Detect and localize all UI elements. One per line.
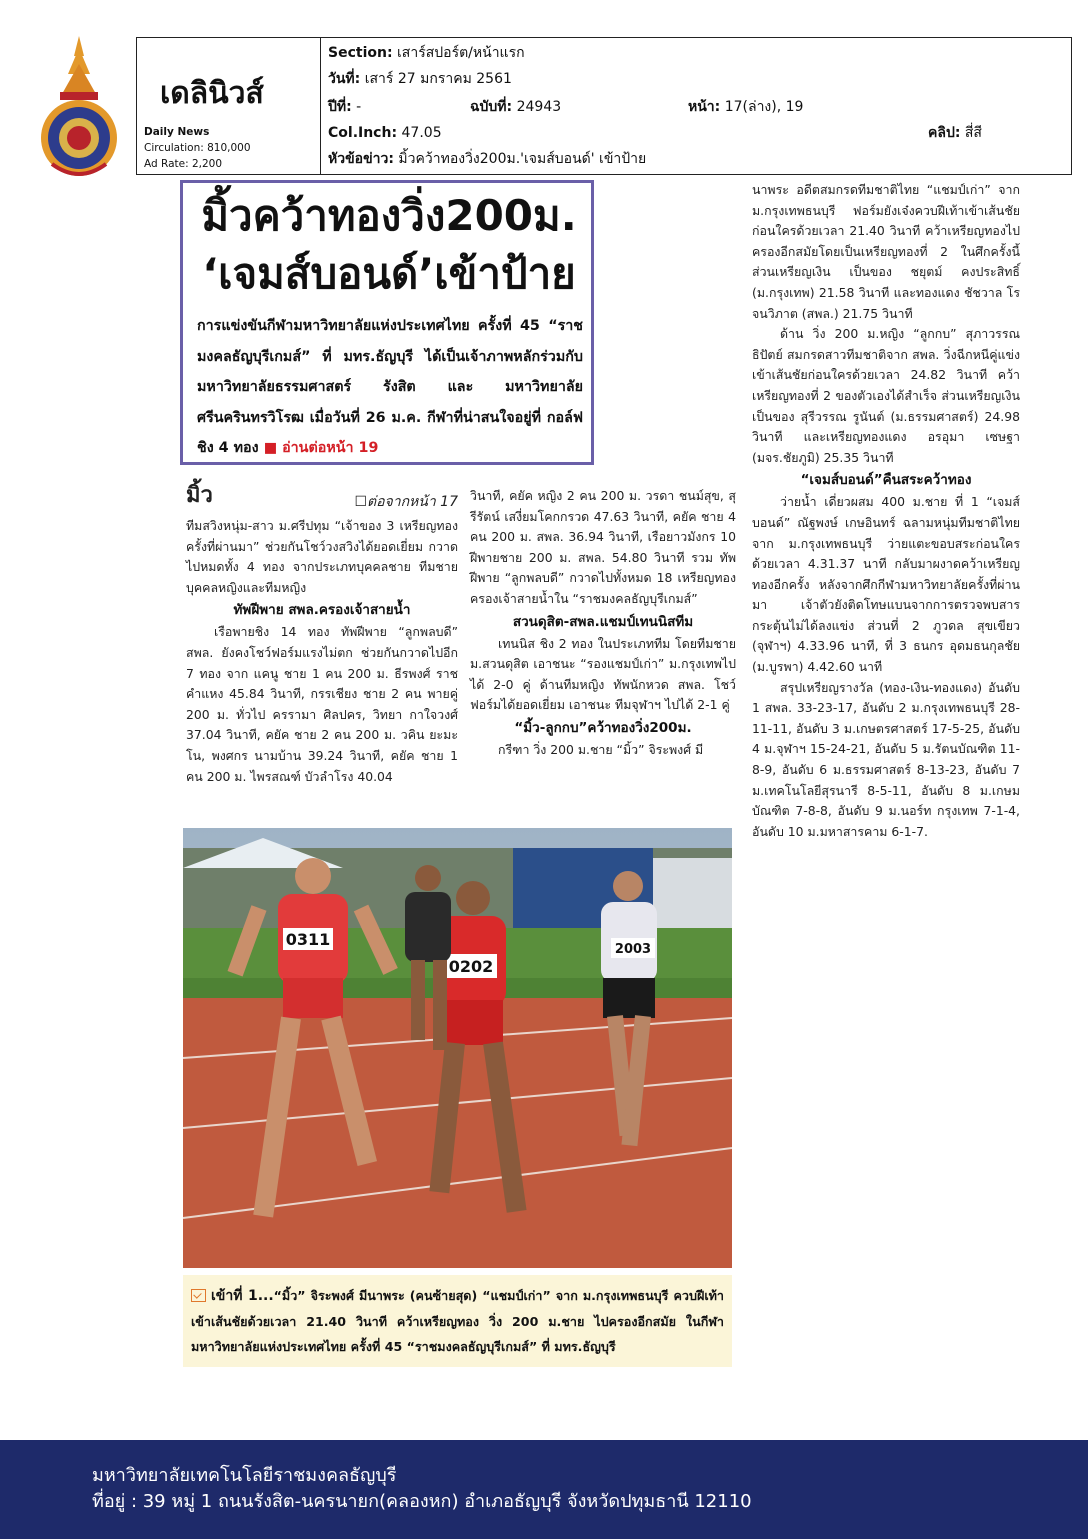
col3-paragraph-2: ด้าน วิ่ง 200 ม.หญิง “ลูกกบ” สุภาวรรณ ธิปัตย์ สมกรดสาวทีมชาติจาก สพล. วิ่งฉีกหนีคู่แข่งเข้าเส้นชัยก่อนใครด้วยเวลา 24.82 วินาที คว้าเหรียญทองที่ 2 ของตัวเองได้สำเร็จ ส่วนเหรียญเงินเป็นของ สุรีวรรณ รูนันต์ (ม.ธรรมศาสตร์) 24.98 วินาที และเหรียญทองแดง อรอุมา เซษฐา (มจร.ชัยภูมิ) 25.35 วินาที bbox=[752, 326, 1020, 465]
caption-tick-icon bbox=[191, 1289, 206, 1302]
footer-university: มหาวิทยาลัยเทคโนโลยีราชมงคลธัญบุรี bbox=[92, 1465, 397, 1486]
header-divider bbox=[320, 37, 321, 175]
subhead-tennis: สวนดุสิต-สพล.แชมป์เทนนิสทีม bbox=[512, 613, 694, 630]
headline-line-2: ‘เจมส์บอนด์’เข้าป้าย bbox=[202, 249, 576, 298]
meta-clip: คลิป: สี่สี bbox=[928, 125, 982, 141]
continued-from: ☐ต่อจากหน้า 17 bbox=[354, 494, 458, 510]
caption-text: “มิ้ว” จิระพงศ์ มีนาพระ (คนซ้ายสุด) “แชมป์เก่า” จาก ม.กรุงเทพธนบุรี ควบฝีเท้าเข้าเส้นชัยด้วยเวลา 21.40 วินาที คว้าเหรียญทอง วิ่ง 200 ม.ชาย ไปครองอีกสมัย ในกีฬามหาวิทยาลัยแห่งประเทศไทย ครั้งที่ 45 “ราชมงคลธัญบุรีเกมส์” ที่ มทร.ธัญบุรี bbox=[191, 1288, 725, 1354]
circulation: Circulation: 810,000 bbox=[144, 142, 251, 154]
university-emblem bbox=[38, 34, 120, 182]
newspaper-info bbox=[144, 124, 251, 172]
kicker: มิ้ว bbox=[186, 483, 213, 508]
meta-year: ปีที่: - bbox=[328, 99, 362, 115]
photo-caption bbox=[183, 1275, 732, 1367]
meta-colinch: Col.Inch: 47.05 bbox=[328, 125, 442, 141]
meta-issue: ฉบับที่: 24943 bbox=[470, 99, 562, 115]
meta-headline: หัวข้อข่าว: มิ้วคว้าทองวิ่ง200ม.'เจมส์บอนด์' เข้าป้าย bbox=[328, 151, 647, 167]
caption-lead-in: เข้าที่ 1... bbox=[211, 1288, 274, 1304]
footer-bar bbox=[0, 1440, 1088, 1539]
meta-page: หน้า: 17(ล่าง), 19 bbox=[688, 99, 804, 115]
lead-paragraph: การแข่งขันกีฬามหาวิทยาลัยแห่งประเทศไทย ครั้งที่ 45 “ราชมงคลธัญบุรีเกมส์” ที่ มทร.ธัญบุรี ได้เป็นเจ้าภาพหลักร่วมกับมหาวิทยาลัยธรรมศาสตร์ รังสิต และ มหาวิทยาลัยศรีนครินทรวิโรฒ เมื่อวันที่ 26 ม.ค. กีฬาที่น่าสนใจอยู่ที่ กอล์ฟ ชิง 4 ทอง bbox=[197, 318, 583, 456]
column-2 bbox=[470, 486, 736, 761]
column-1 bbox=[186, 483, 458, 787]
footer-address: ที่อยู่ : 39 หมู่ 1 ถนนรังสิต-นครนายก(คลองหก) อำเภอธัญบุรี จังหวัดปทุมธานี 12110 bbox=[92, 1491, 752, 1512]
article-headline bbox=[193, 187, 585, 303]
bib-1: 0311 bbox=[285, 930, 331, 949]
bib-2: 0202 bbox=[448, 957, 494, 976]
col3-paragraph-4: สรุปเหรียญรางวัล (ทอง-เงิน-ทองแดง) อันดับ 1 สพล. 33-23-17, อันดับ 2 ม.กรุงเทพธนบุรี 28-11-11, อันดับ 3 ม.เกษตรศาสตร์ 17-5-25, อันดับ 4 ม.จุฬาฯ 15-24-21, อันดับ 5 ม.รัตนบัณฑิต 11-8-9, อันดับ 6 ม.ธรรมศาสตร์ 8-13-23, อันดับ 7 ม.เทคโนโลยีสุรนารี 8-5-11, อันดับ 8 ม.เกษมบัณฑิต 7-8-8, อันดับ 9 ม.นอร์ท กรุงเทพ 7-1-4, อันดับ 10 ม.มหาสารคาม 6-1-7. bbox=[752, 679, 1020, 839]
race-photo bbox=[183, 828, 732, 1268]
newspaper-en: Daily News bbox=[144, 126, 210, 138]
headline-line-1: มิ้วคว้าทองวิ่ง200ม. bbox=[201, 191, 577, 240]
col3-paragraph-3: ว่ายน้ำ เดี่ยวผสม 400 ม.ชาย ที่ 1 “เจมส์บอนด์” ณัฐพงษ์ เกษอินทร์ ฉลามหนุ่มทีมชาติไทย จาก ม.กรุงเทพธนบุรี ว่ายแตะขอบสระก่อนใครด้วยเวลา 4.31.37 นาที กลับมาผงาดคว้าเหรียญทองอีกครั้ง หลังจากศึกกีฬามหาวิทยาลัยครั้งที่ผ่านมา เจ้าตัวยังติดโทษแบนจากการตรวจพบสารกระตุ้นไม่ได้ลงแข่ง ส่วนที่ 2 ภูวดล สุขเขียว (จุฬาฯ) 4.33.96 นาที, ที่ 3 ธนกร อุดมธนกุลชัย (ม.บูรพา) 4.42.60 นาที bbox=[752, 494, 1020, 675]
subhead-rowing: ทัพฝีพาย สพล.ครองเจ้าสายน้ำ bbox=[233, 602, 411, 619]
col2-paragraph-2: เทนนิส ชิง 2 ทอง ในประเภททีม โดยทีมชาย ม.สวนดุสิต เอาชนะ “รองแชมป์เก่า” ม.กรุงเทพไปได้ 2-0 คู่ ด้านทีมหญิง ทัพนักหวด สพล. โชว์ฟอร์มได้ยอดเยี่ยม เอาชนะ ทีมจุฬาฯ ไปได้ 2-1 คู่ bbox=[470, 635, 736, 713]
lead-text bbox=[197, 311, 583, 464]
subhead-swimming: “เจมส์บอนด์”คืนสระคว้าทอง bbox=[800, 472, 972, 489]
meta-date: วันที่: เสาร์ 27 มกราคม 2561 bbox=[328, 71, 512, 87]
col2-paragraph-1: วินาที, คยัค หญิง 2 คน 200 ม. วรดา ชนม์สุข, สุรีรัตน์ เสงี่ยมโคกกรวด 47.63 วินาที, คยัค ชาย 4 คน 200 ม. สพล. 36.94 วินาที, เรือยาวมังกร 10 ฝีพายชาย 200 ม. สพล. 54.80 วินาที รวม ทัพฝีพาย “ลูกพลบดี” กวาดไปทั้งหมด 18 เหรียญทอง ครองเจ้าสายน้ำใน “ราชมงคลธัญบุรีเกมส์” bbox=[470, 488, 736, 606]
subhead-athletics: “มิ้ว-ลูกกบ”คว้าทองวิ่ง200ม. bbox=[514, 719, 692, 736]
col3-paragraph-1: นาพระ อดีตสมกรดทีมชาติไทย “แชมป์เก่า” จาก ม.กรุงเทพธนบุรี ฟอร์มยังเจ๋งควบฝีเท้าเข้าเส้นชัยก่อนใครด้วยเวลา 21.40 วินาที คว้าเหรียญทองไปครองอีกสมัยโดยเป็นเหรียญทองที่ 2 ในศึกครั้งนี้ ส่วนเหรียญเงิน เป็นของ ชยุตม์ คงประสิทธิ์ (ม.กรุงเทพ) 21.58 วินาที และทองแดง ชัชวาล โรจนวิภาต (สพล.) 21.75 วินาที bbox=[752, 182, 1020, 321]
col2-paragraph-3: กรีฑา วิ่ง 200 ม.ชาย “มิ้ว” จิระพงศ์ มี bbox=[498, 741, 704, 757]
meta-section: Section: เสาร์สปอร์ต/หน้าแรก bbox=[328, 45, 525, 61]
col1-paragraph-1: ทีมสวิงหนุ่ม-สาว ม.ศรีปทุม “เจ้าของ 3 เหรียญทองครั้งที่ผ่านมา” ช่วยกันโชว์วงสวิงได้ยอดเยี่ยม กวาดไปหมดทั้ง 4 ทอง จากประเภทบุคคลชาย ทีมชาย บุคคลหญิงและทีมหญิง bbox=[186, 518, 458, 595]
ad-rate: Ad Rate: 2,200 bbox=[144, 158, 223, 170]
bib-3: 2003 bbox=[614, 942, 652, 957]
lead-box bbox=[180, 180, 594, 465]
newspaper-name: เดลินิวส์ bbox=[160, 76, 264, 111]
column-3 bbox=[752, 180, 1020, 842]
col1-paragraph-2: เรือพายชิง 14 ทอง ทัพฝีพาย “ลูกพลบดี” สพล. ยังคงโชว์ฟอร์มแรงไม่ตก ช่วยกันกวาดไปอีก 7 ทอง จาก แคนู ชาย 1 คน 200 ม. ธีรพงศ์ ราชคำแหง 45.84 วินาที, กรรเชียง ชาย 2 คน พายคู่ 200 ม. ทั่วไป ครรามา ศิลปคร, วิทยา กาใจวงศ์ 37.04 วินาที, คยัค ชาย 2 คน 200 ม. วคิน ยะมะโน, พงศกร นามบ้าน 39.24 วินาที, คยัค ชาย 1 คน 200 ม. ไพรสณฑ์ บัวลำโรง 40.04 bbox=[186, 624, 458, 784]
continue-marker: ■ อ่านต่อหน้า 19 bbox=[263, 440, 379, 456]
